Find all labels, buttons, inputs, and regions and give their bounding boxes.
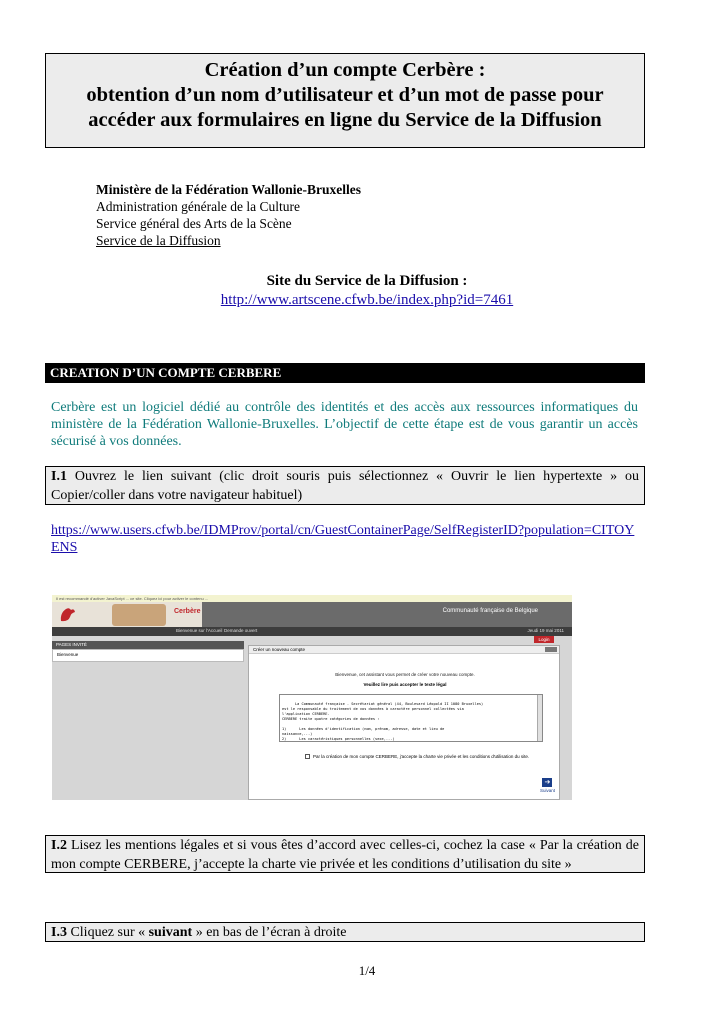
terms-scrollbar[interactable] — [537, 695, 542, 741]
title-line-1: Création d’un compte Cerbère : — [204, 59, 486, 81]
app-banner — [52, 602, 572, 627]
title-line-3: accéder aux formulaires en ligne du Service de la Diffusion — [88, 109, 602, 131]
next-button-label: Suivant — [539, 788, 555, 793]
app-navbar — [52, 627, 572, 636]
app-name: Cerbère — [174, 608, 201, 615]
sidebar-item-label: Bienvenue — [57, 652, 79, 657]
page-number: 1/4 — [358, 963, 376, 978]
main-panel — [248, 645, 560, 800]
children-illustration — [112, 604, 166, 626]
ministry-service: Service de la Diffusion — [96, 233, 221, 248]
terms-textarea[interactable] — [279, 694, 543, 742]
accept-checkbox-label: Par la création de mon compte CERBERE, j'accepte la charte vie privée et les conditions d'utilisation du site. — [313, 754, 530, 759]
ministry-block — [96, 181, 361, 249]
nav-item-link[interactable]: Demande ouvert — [224, 628, 258, 633]
login-button[interactable]: Login — [534, 636, 554, 643]
step-3-text-after: » en bas de l’écran à droite — [195, 925, 347, 940]
sidebar-heading: PAGES INVITÉ — [52, 641, 244, 649]
register-link-container — [51, 522, 641, 556]
step-3-number: I.3 — [51, 925, 67, 940]
cerbere-screenshot — [52, 595, 572, 800]
step-2-box — [45, 835, 645, 873]
ministry-service-general: Service général des Arts de la Scène — [96, 216, 292, 231]
next-arrow-icon: ➔ — [542, 778, 552, 787]
step-2-number: I.2 — [51, 838, 67, 853]
step-2-text: Lisez les mentions légales et si vous êtes d’accord avec celles-ci, cochez la case « Par la création de mon compte CERBERE, j’accepte la charte vie privée et les conditions d’utilisation du site » — [51, 838, 640, 872]
site-block — [0, 272, 724, 310]
step-1-number: I.1 — [51, 469, 67, 484]
terms-text: La Communauté française - Secrétariat général (44, Boulevard Léopold II 1080 Bruxelles) est le responsable du traitement de vos données à caractère personnel collectées via l'application CERBERE. CERBERE traite quatre catégories de données : 1) Les données d'identification (nom, prénom, adresse, date et lieu de naissance,...) 2) Les caractéristiques personnelles (sexe,...) — [282, 702, 484, 741]
step-3-bold: suivant — [148, 925, 193, 940]
ministry-admin: Administration générale de la Culture — [96, 199, 300, 214]
main-panel-header — [249, 646, 559, 654]
browser-warning-bar: Il est recommandé d'activer JavaScript ... ce site. Cliquez ici pour activer le contenu ... — [52, 595, 572, 602]
step-3-text-before: Cliquez sur « — [70, 925, 146, 940]
date-label: Jeudi 19 mai 2011 — [527, 628, 564, 633]
section-heading: CREATION D’UN COMPTE CERBERE — [45, 363, 645, 383]
site-link[interactable]: http://www.artscene.cfwb.be/index.php?id=7461 — [220, 292, 514, 308]
welcome-text: Bienvenue, cet assistant vous permet de créer votre nouveau compte. — [335, 672, 475, 677]
main-panel-title: Créer un nouveau compte — [253, 647, 306, 652]
step-3-box — [45, 922, 645, 942]
org-name: Communauté française de Belgique — [442, 608, 538, 614]
site-title: Site du Service de la Diffusion : — [266, 273, 468, 289]
sidebar-item-bienvenue[interactable] — [52, 649, 244, 662]
nav-welcome-link[interactable]: Bienvenue sur l'Accueil — [176, 628, 223, 633]
step-1-text: Ouvrez le lien suivant (clic droit souris puis sélectionnez « Ouvrir le lien hypertexte » ou Copier/coller dans votre navigateur habituel) — [51, 469, 640, 503]
rooster-logo-icon — [58, 605, 78, 624]
register-link[interactable]: https://www.users.cfwb.be/IDMProv/portal/cn/GuestContainerPage/SelfRegisterID?population=CITOYENS — [51, 523, 635, 555]
step-1-box — [45, 466, 645, 505]
title-line-2: obtention d’un nom d’utilisateur et d’un mot de passe pour — [86, 84, 604, 106]
ministry-name: Ministère de la Fédération Wallonie-Bruxelles — [96, 182, 361, 197]
accept-checkbox[interactable] — [305, 754, 310, 759]
document-title-box — [45, 53, 645, 148]
section-intro: Cerbère est un logiciel dédié au contrôle des identités et des accès aux ressources informatiques du ministère de la Fédération Wallonie-Bruxelles. L’objectif de cette étape est de vous garantir un accès sécurisé à vos données. — [51, 400, 638, 449]
terms-label: Veuillez lire puis accepter le texte légal — [363, 682, 447, 687]
next-button[interactable] — [540, 778, 555, 793]
accept-checkbox-row[interactable] — [305, 754, 529, 759]
window-controls-icon[interactable] — [545, 647, 557, 652]
